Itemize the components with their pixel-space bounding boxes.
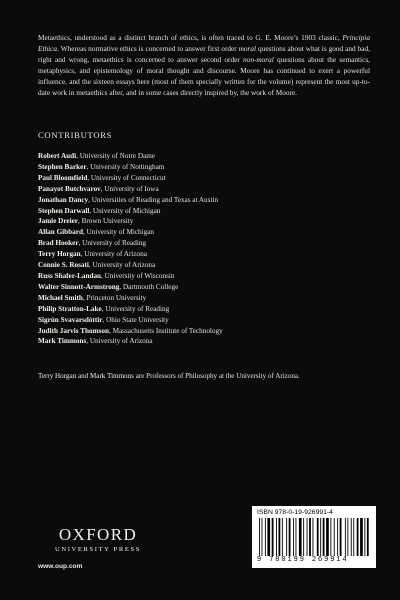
blurb-text-3: questions about what is good and bad, right and wrong, metaethics is concerned to answer second order	[38, 43, 370, 64]
contributor-name: Panayot Butchvarov	[38, 184, 101, 193]
contributor-name: Brad Hooker	[38, 239, 79, 248]
blurb-text-2: . Whereas normative ethics is concerned to answer first order	[57, 43, 239, 53]
blurb-moral-term: moral	[238, 43, 257, 53]
contributor-name: Connie S. Rosati	[38, 261, 89, 270]
editor-name: Mark Timmons	[89, 372, 134, 380]
barcode-icon	[257, 518, 369, 556]
contributor-name: Sigrún Svavarsdóttir	[38, 315, 103, 324]
editor-name: Terry Horgan	[38, 372, 77, 380]
contributor-name: Stephen Darwall	[38, 206, 90, 215]
contributor-item	[38, 206, 368, 217]
contributor-item	[38, 184, 368, 195]
contributors-list	[38, 151, 368, 347]
contributor-name: Judith Jarvis Thomson	[38, 326, 109, 335]
contributor-affiliation: , Brown University	[77, 217, 134, 226]
publisher-name: OXFORD	[58, 525, 138, 544]
publisher-logo	[38, 526, 158, 553]
contributor-affiliation: , University of Michigan	[89, 206, 161, 215]
contributor-name: Allan Gibbard	[38, 228, 83, 237]
contributor-affiliation: , University of Arizona	[86, 337, 153, 346]
blurb-paragraph	[38, 33, 370, 98]
publisher-press: UNIVERSITY PRESS	[55, 546, 141, 553]
contributor-name: Terry Horgan	[38, 250, 81, 259]
barcode-digits: 9 780199 269914	[257, 556, 349, 564]
contributor-item	[38, 216, 368, 227]
blurb-text-4: questions about the semantics, metaphysics, and epistemology of moral thought and discourse. Moore has continued to exert a powerful influence, and the sixteen essays here (most of them specially written for the volume) represent the most up-to-date work in metaethics after, and in some cases directly inspired by, the work of Moore.	[38, 54, 370, 97]
contributor-affiliation: , University of Arizona	[88, 261, 156, 270]
contributor-affiliation: , University of Reading	[78, 239, 147, 248]
editors-conjunction: and	[76, 372, 90, 380]
editors-description: are Professors of Philosophy at the University of Arizona.	[133, 372, 300, 380]
contributor-item	[38, 227, 368, 238]
barcode-block	[252, 506, 376, 568]
contributor-item	[38, 282, 368, 293]
contributor-name: Robert Audi	[38, 152, 77, 160]
contributor-affiliation: , Ohio State University	[102, 315, 169, 324]
contributor-item	[38, 271, 368, 282]
contributor-item	[38, 293, 368, 304]
contributor-item	[38, 336, 368, 347]
contributors-heading: CONTRIBUTORS	[38, 130, 113, 140]
contributor-item	[38, 238, 368, 249]
contributor-item	[38, 315, 368, 326]
contributor-item	[38, 162, 368, 173]
blurb-book-title: Principia Ethica	[38, 33, 370, 53]
contributor-name: Michael Smith	[38, 293, 83, 302]
contributor-item	[38, 195, 368, 206]
isbn-label: ISBN 978-0-19-926991-4	[257, 509, 333, 516]
contributor-item	[38, 151, 368, 162]
publisher-url: www.oup.com	[38, 563, 83, 570]
contributor-item	[38, 326, 368, 337]
contributor-affiliation: , University of Michigan	[82, 228, 155, 237]
contributor-name: Paul Bloomfield	[38, 173, 88, 182]
contributor-item	[38, 173, 368, 184]
contributor-affiliation: , Massachusetts Institute of Technology	[108, 326, 223, 335]
contributor-affiliation: , University of Notre Dame	[76, 152, 155, 160]
contributor-item	[38, 249, 368, 260]
contributor-affiliation: , University of Nottingham	[86, 162, 165, 171]
contributor-affiliation: , University of Arizona	[80, 250, 147, 259]
contributor-name: Jonathan Dancy	[38, 195, 89, 204]
contributor-affiliation: , University of Connecticut	[87, 173, 166, 182]
contributor-affiliation: , Princeton University	[82, 293, 147, 302]
contributor-item	[38, 304, 368, 315]
contributor-affiliation: , University of Reading	[101, 304, 170, 313]
contributor-name: Jamie Dreier	[38, 217, 78, 226]
contributor-name: Walter Sinnott-Armstrong	[38, 282, 120, 291]
contributor-affiliation: , Dartmouth College	[119, 282, 179, 291]
blurb-text-1: Metaethics, understood as a distinct branch of ethics, is often traced to G. E. Moore’s 1903 classic,	[38, 33, 343, 42]
contributor-affiliation: , Universities of Reading and Texas at Austin	[88, 195, 219, 204]
contributor-name: Stephen Barker	[38, 162, 87, 171]
contributor-affiliation: , University of Wisconsin	[101, 271, 175, 280]
blurb-nonmoral-term: non-moral	[243, 54, 274, 64]
contributor-name: Philip Stratton-Lake	[38, 304, 102, 313]
editors-note	[38, 371, 378, 381]
contributor-affiliation: , University of Iowa	[100, 184, 159, 193]
contributor-name: Mark Timmons	[38, 337, 87, 346]
contributor-name: Russ Shafer-Landau	[38, 271, 102, 280]
contributor-item	[38, 260, 368, 271]
